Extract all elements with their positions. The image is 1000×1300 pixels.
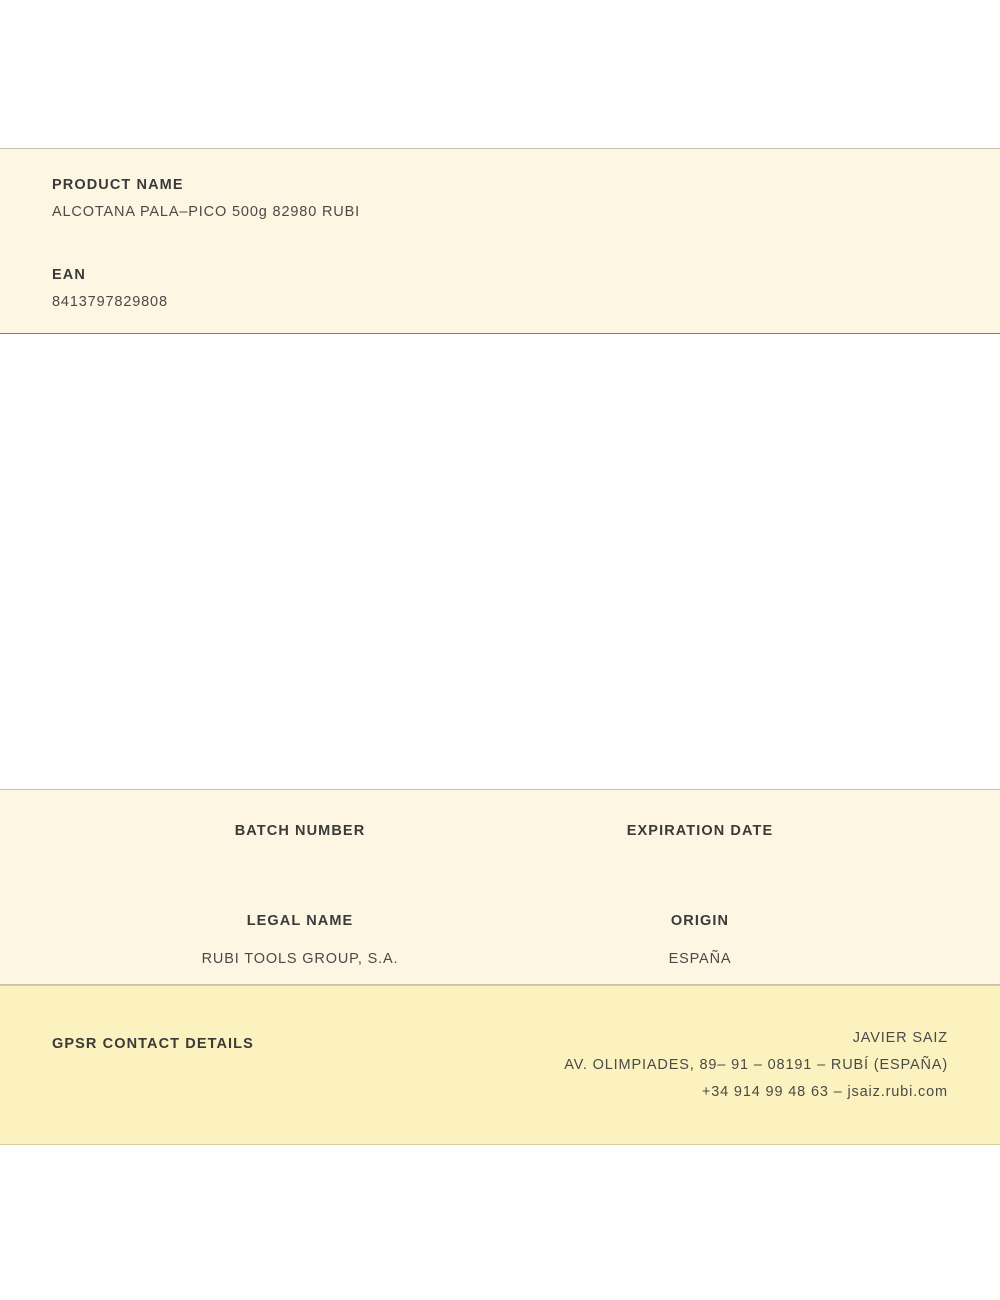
legal-name-value: RUBI TOOLS GROUP, S.A. (201, 951, 399, 967)
ean-value: 8413797829808 (52, 294, 168, 310)
product-name-field (52, 177, 360, 220)
gpsr-contact-address: AV. OLIMPIADES, 89– 91 – 08191 – RUBÍ (ESPAÑA) (564, 1057, 948, 1073)
product-name-label: PRODUCT NAME (52, 177, 184, 193)
batch-number-cell (150, 823, 450, 861)
origin-cell (550, 913, 850, 967)
expiration-date-cell (550, 823, 850, 861)
gpsr-contact-phone-email: +34 914 99 48 63 – jsaiz.rubi.com (701, 1084, 948, 1100)
gpsr-contact-title: GPSR CONTACT DETAILS (52, 1036, 254, 1052)
origin-label: ORIGIN (670, 913, 730, 929)
bottom-blank-area (0, 1145, 1000, 1300)
legal-name-label: LEGAL NAME (246, 913, 354, 929)
ean-field (52, 267, 168, 310)
gpsr-contact-name: JAVIER SAIZ (852, 1030, 948, 1046)
ean-label: EAN (52, 267, 86, 283)
expiration-date-label: EXPIRATION DATE (626, 823, 774, 839)
product-info-block (0, 148, 1000, 334)
blank-content-area (0, 334, 1000, 789)
batch-legal-block (0, 789, 1000, 985)
gpsr-contact-block (0, 985, 1000, 1145)
origin-value: ESPAÑA (668, 951, 732, 967)
gpsr-contact-lines (564, 1030, 948, 1100)
product-name-value: ALCOTANA PALA–PICO 500g 82980 RUBI (52, 204, 361, 220)
batch-number-label: BATCH NUMBER (234, 823, 366, 839)
legal-name-cell (150, 913, 450, 967)
